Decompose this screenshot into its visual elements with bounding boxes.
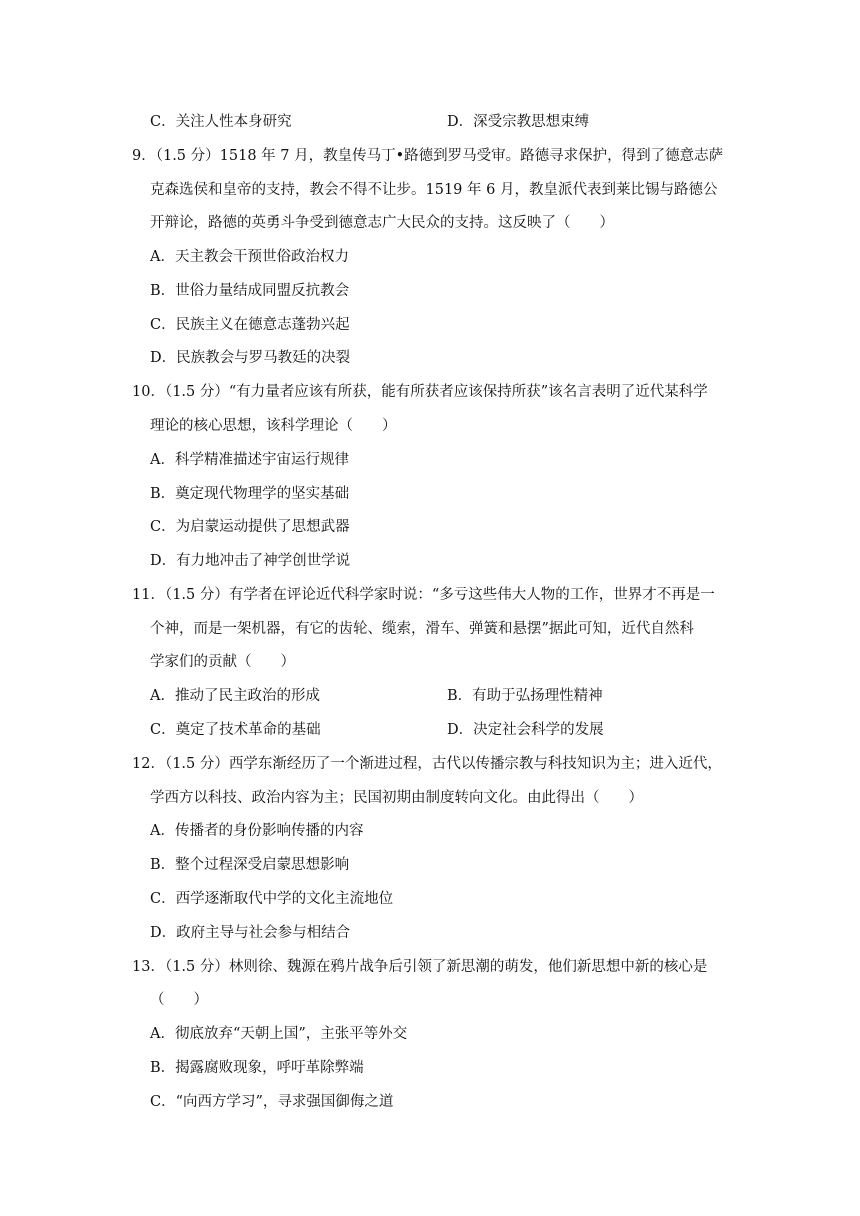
question-9-stem-line-2: 克森选侯和皇帝的支持，教会不得不让步。1519 年 6 月，教皇派代表到莱比锡与路德公 bbox=[150, 182, 718, 198]
question-9-option-a[interactable]: A．天主教会干预世俗政治权力 bbox=[150, 249, 349, 265]
question-12-option-b[interactable]: B．整个过程深受启蒙思想影响 bbox=[150, 857, 350, 873]
question-11-stem-line-3: 学家们的贡献（ ） bbox=[150, 654, 295, 670]
question-11-stem-line-1: 11．（1.5 分）有学者在评论近代科学家时说：“多亏这些伟大人物的工作，世界才不再是一 bbox=[132, 587, 715, 603]
prev-option-c[interactable]: C．关注人性本身研究 bbox=[150, 114, 292, 130]
question-11-option-b[interactable]: B．有助于弘扬理性精神 bbox=[447, 688, 603, 704]
question-10-option-d[interactable]: D．有力地冲击了神学创世学说 bbox=[150, 553, 351, 569]
question-12-option-c[interactable]: C．西学逐渐取代中学的文化主流地位 bbox=[150, 891, 394, 907]
question-10-option-b[interactable]: B．奠定现代物理学的坚实基础 bbox=[150, 486, 350, 502]
question-9-option-b[interactable]: B．世俗力量结成同盟反抗教会 bbox=[150, 283, 350, 299]
question-11-option-d[interactable]: D．决定社会科学的发展 bbox=[447, 722, 604, 738]
prev-option-d[interactable]: D．深受宗教思想束缚 bbox=[447, 114, 590, 130]
question-9-option-c[interactable]: C．民族主义在德意志蓬勃兴起 bbox=[150, 317, 350, 333]
question-13-option-c[interactable]: C．“向西方学习”，寻求强国御侮之道 bbox=[150, 1094, 394, 1110]
question-11-stem-line-2: 个神，而是一架机器，有它的齿轮、缆索，滑车、弹簧和悬摆”据此可知，近代自然科 bbox=[150, 621, 694, 637]
question-12-option-d[interactable]: D．政府主导与社会参与相结合 bbox=[150, 925, 351, 941]
question-13-stem-line-1: 13．（1.5 分）林则徐、魏源在鸦片战争后引领了新思潮的萌发，他们新思想中新的核心是 bbox=[132, 959, 708, 975]
question-10-option-a[interactable]: A．科学精准描述宇宙运行规律 bbox=[150, 452, 349, 468]
question-12-option-a[interactable]: A．传播者的身份影响传播的内容 bbox=[150, 823, 364, 839]
question-10-stem-line-1: 10．（1.5 分）“有力量者应该有所获，能有所获者应该保持所获”该名言表明了近代某科学 bbox=[132, 384, 708, 400]
question-12-stem-line-1: 12．（1.5 分）西学东渐经历了一个渐进过程，古代以传播宗教与科技知识为主；进入近代， bbox=[132, 756, 722, 772]
question-11-option-c[interactable]: C．奠定了技术革命的基础 bbox=[150, 722, 321, 738]
question-13-stem-line-2: （ ） bbox=[150, 992, 208, 1008]
question-9-stem-line-1: 9．（1.5 分）1518 年 7 月，教皇传马丁•路德到罗马受审。路德寻求保护，得到了德意志萨 bbox=[132, 148, 724, 164]
question-10-stem-line-2: 理论的核心思想，该科学理论（ ） bbox=[150, 418, 397, 434]
question-13-option-a[interactable]: A．彻底放弃“天朝上国”，主张平等外交 bbox=[150, 1026, 408, 1042]
question-10-option-c[interactable]: C．为启蒙运动提供了思想武器 bbox=[150, 519, 350, 535]
question-9-stem-line-3: 开辩论，路德的英勇斗争受到德意志广大民众的支持。这反映了（ ） bbox=[150, 215, 614, 231]
question-9-option-d[interactable]: D．民族教会与罗马教廷的决裂 bbox=[150, 350, 351, 366]
question-13-option-b[interactable]: B．揭露腐败现象，呼吁革除弊端 bbox=[150, 1060, 364, 1076]
question-11-option-a[interactable]: A．推动了民主政治的形成 bbox=[150, 688, 320, 704]
question-12-stem-line-2: 学西方以科技、政治内容为主；民国初期由制度转向文化。由此得出（ ） bbox=[150, 790, 643, 806]
